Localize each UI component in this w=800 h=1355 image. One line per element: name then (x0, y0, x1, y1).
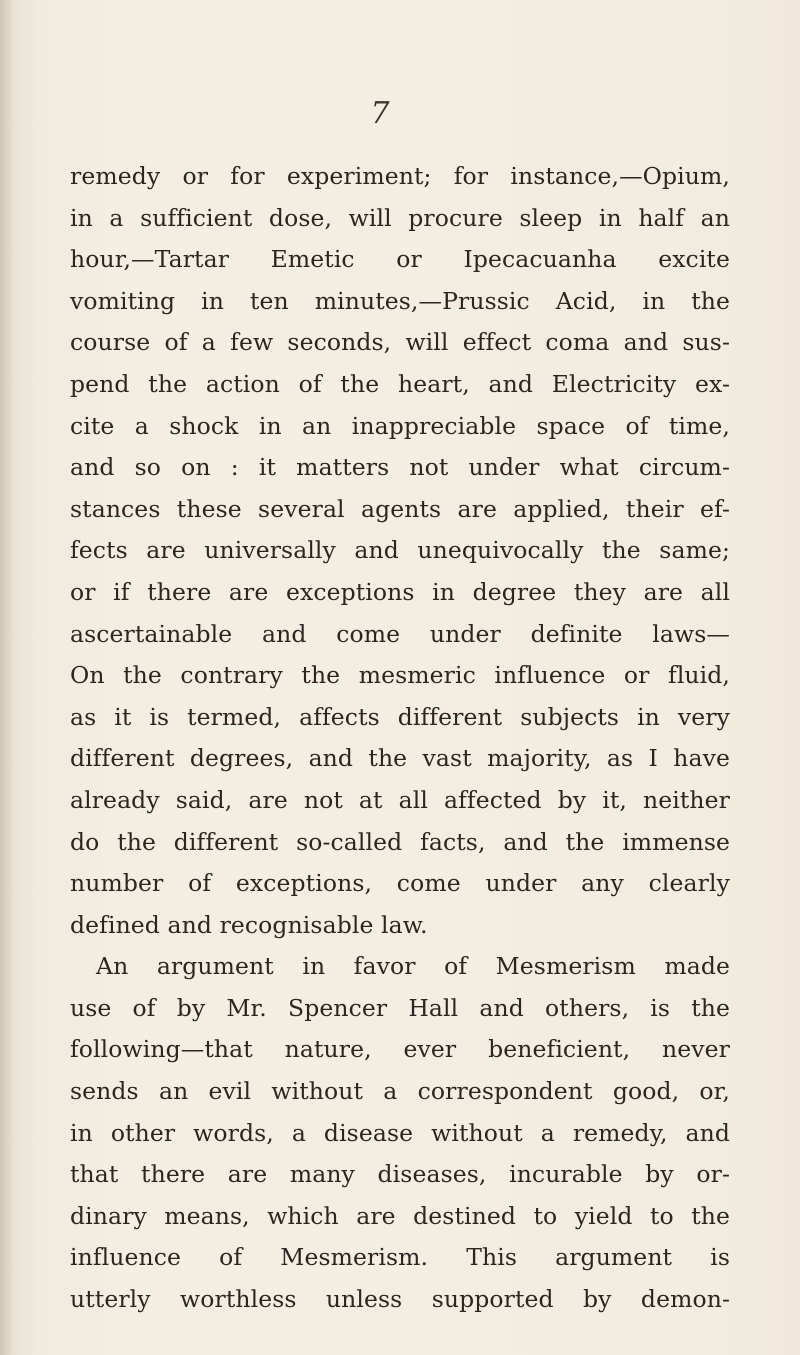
text-line: defined and recognisable law. (70, 910, 428, 939)
text-line: cite a shock in an inappreciable space of time, (70, 411, 730, 440)
text-line: already said, are not at all affected by it, neither (70, 785, 730, 814)
text-line: hour,—Tartar Emetic or Ipecacuanha excite (70, 245, 730, 274)
text-line: or if there are exceptions in degree they are all (70, 577, 730, 606)
page-number: 7 (370, 96, 390, 131)
text-line: An argument in favor of Mesmerism made (96, 952, 730, 981)
text-line: vomiting in ten minutes,—Prussic Acid, in the (70, 286, 730, 315)
text-line: dinary means, which are destined to yield to the (70, 1201, 730, 1230)
text-line: number of exceptions, come under any clearly (70, 869, 730, 898)
text-line: in other words, a disease without a remedy, and (70, 1118, 730, 1147)
text-line: fects are universally and unequivocally the same; (70, 536, 730, 565)
text-line: different degrees, and the vast majority, as I have (70, 744, 730, 773)
text-line: stances these several agents are applied, their ef- (70, 494, 730, 523)
text-line: On the contrary the mesmeric influence or fluid, (70, 661, 730, 690)
text-line: ascertainable and come under definite laws— (70, 619, 730, 648)
text-line: as it is termed, affects different subjects in very (70, 702, 730, 731)
text-line: sends an evil without a correspondent good, or, (70, 1077, 730, 1106)
text-line: pend the action of the heart, and Electricity ex- (70, 369, 730, 398)
body-text (70, 156, 730, 1321)
text-line: influence of Mesmerism. This argument is (70, 1243, 730, 1272)
text-line: do the different so-called facts, and the immense (70, 827, 730, 856)
text-line: that there are many diseases, incurable by or- (70, 1160, 730, 1189)
page-gutter-shadow (0, 0, 14, 1355)
text-line: in a sufficient dose, will procure sleep in half an (70, 203, 730, 232)
text-line: remedy or for experiment; for instance,—Opium, (70, 162, 730, 190)
text-line: and so on : it matters not under what circum- (70, 453, 730, 482)
text-line: utterly worthless unless supported by demon- (70, 1285, 730, 1314)
text-line: use of by Mr. Spencer Hall and others, is the (70, 993, 730, 1022)
text-line: following—that nature, ever beneficient, never (70, 1035, 730, 1064)
text-line: course of a few seconds, will effect coma and sus- (70, 328, 730, 357)
